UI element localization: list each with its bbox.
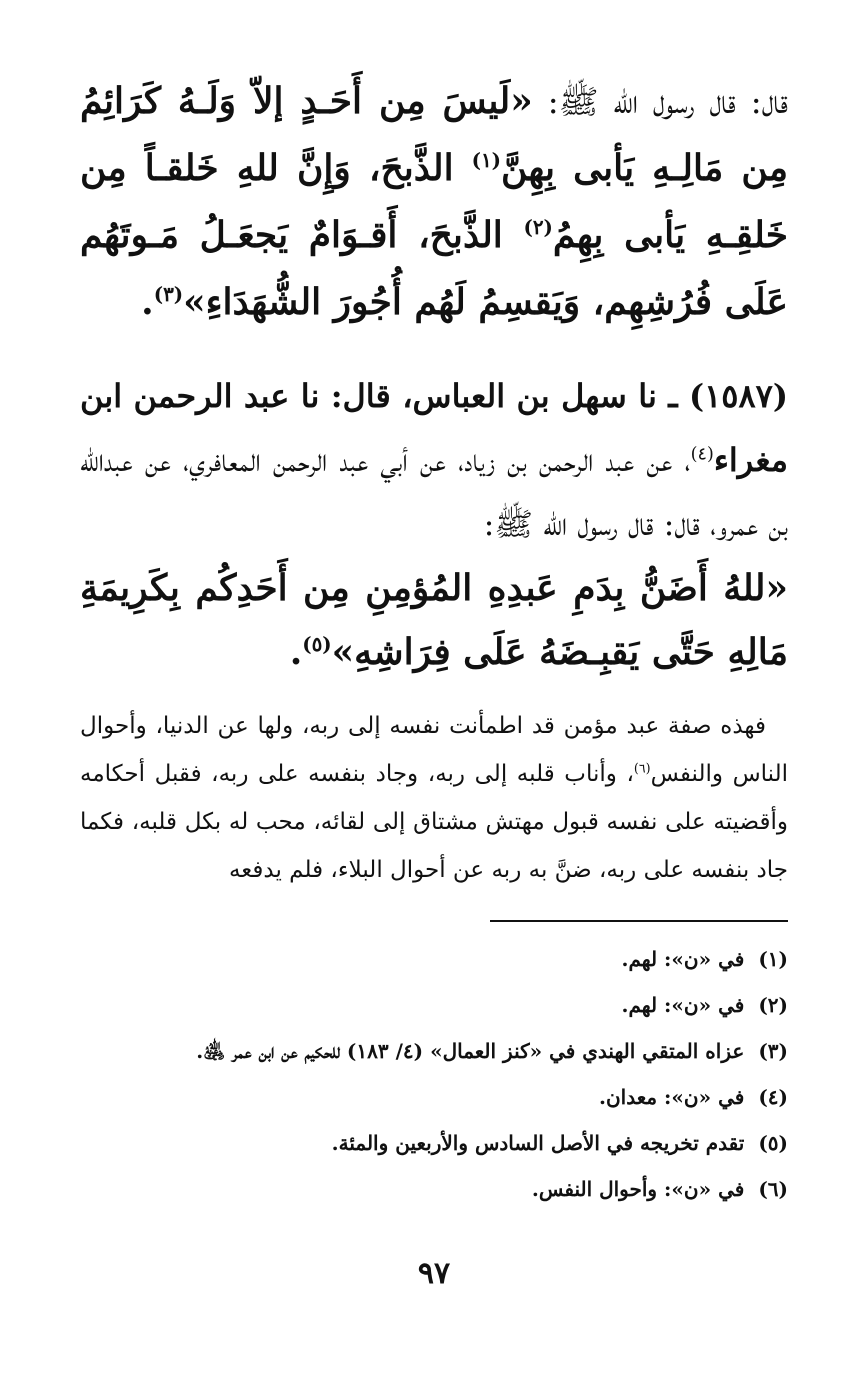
footnote-text: في «ن»: لهم. [621, 993, 745, 1017]
footnote-number: (١) [758, 947, 788, 971]
commentary-paragraph [80, 702, 788, 894]
footnote-ref-1: (١) [471, 148, 502, 172]
hadith-1-intro: قال: قال رسول الله ﷺ: [532, 82, 789, 121]
footnote-divider [490, 920, 788, 922]
footnote-text: في «ن»: لهم. [621, 947, 745, 971]
footnote-ref-5: (٥) [302, 632, 332, 656]
commentary-text-a: فهذه صفة عبد مؤمن قد اطمأنت نفسه إلى ربه، ولها عن الدنيا، وأحوال الناس والنفس [80, 713, 788, 787]
footnote-number: (٤) [758, 1085, 788, 1109]
hadith-2-matn [80, 556, 788, 684]
commentary-text-b: ، وأناب قلبه إلى ربه، وجاد بنفسه على ربه، فقبل أحكامه وأقضيته على نفسه قبول مهتش مشتاق إلى لقائه، محب له بكل قلبه، فكما جاد بنفسه على ربه، ضنَّ به ربه عن أحوال البلاء، فلم يدفعه [80, 761, 788, 883]
matn-end: . [289, 631, 303, 673]
footnote-text: عزاه المتقي الهندي في «كنز العمال» (٤/ ١٨٣) للحكيم عن ابن عمر ﵁. [196, 1039, 745, 1063]
hadith-1-text-c: الذَّبحَ، أَقـوَامٌ يَجعَـلُ مَـوتَهُم عَلَى فُرُشِهِم، وَيَقسِمُ لَهُم أُجُورَ الشُّهَدَاءِ» [80, 214, 788, 323]
footnote-3 [80, 1028, 788, 1074]
matn-text: «للهُ أَضَنُّ بِدَمِ عَبدِهِ المُؤمِنِ مِن أَحَدِكُم بِكَرِيمَةِ مَالِهِ حَتَّى يَقبِـضَهُ عَلَى فِرَاشِهِ» [80, 567, 788, 673]
hadith-1-paragraph [80, 68, 788, 336]
footnote-2 [80, 982, 788, 1028]
isnad-text-b: ، عن عبد الرحمن بن زياد، عن أبي عبد الرحمن المعافري، عن عبدالله بن عمرو، قال: قال رسول الله ﷺ: [80, 441, 788, 543]
footnote-number: (٥) [758, 1131, 788, 1155]
isnad-text-a: ـ نا سهل بن العباس، قال: نا عبد الرحمن ابن مغراء [80, 377, 788, 479]
footnote-6 [80, 1166, 788, 1212]
footnotes-list [80, 936, 788, 1212]
footnote-ref-4: (٤) [690, 444, 714, 465]
footnote-5 [80, 1120, 788, 1166]
hadith-1-end: . [141, 281, 154, 323]
footnote-number: (٢) [758, 993, 788, 1017]
footnote-ref-3: (٣) [153, 282, 184, 306]
footnote-4 [80, 1074, 788, 1120]
footnote-ref-2: (٢) [523, 215, 553, 239]
footnote-ref-6: (٦) [633, 760, 651, 776]
page-number: ٩٧ [417, 1256, 451, 1291]
hadith-1-text-a: «لَيسَ مِن أَحَـدٍ إلاّ وَلَـهُ كَرَائِمُ مِن مَالِـهِ يَأبى بِهِنَّ [80, 80, 788, 189]
footnote-text: في «ن»: معدان. [599, 1085, 745, 1109]
hadith-number: (١٥٨٧) [688, 377, 788, 415]
footnote-text: في «ن»: وأحوال النفس. [531, 1177, 745, 1201]
footnote-number: (٣) [758, 1039, 788, 1063]
footnote-number: (٦) [758, 1177, 788, 1201]
hadith-1-text-b: الذَّبحَ، وَإِنَّ للهِ خَلقـاً مِن خَلقِـهِ يَأبى بِهِمُ [80, 147, 788, 256]
hadith-2-isnad [80, 364, 788, 556]
footnote-text: تقدم تخريجه في الأصل السادس والأربعين والمئة. [331, 1131, 745, 1155]
footnote-1 [80, 936, 788, 982]
